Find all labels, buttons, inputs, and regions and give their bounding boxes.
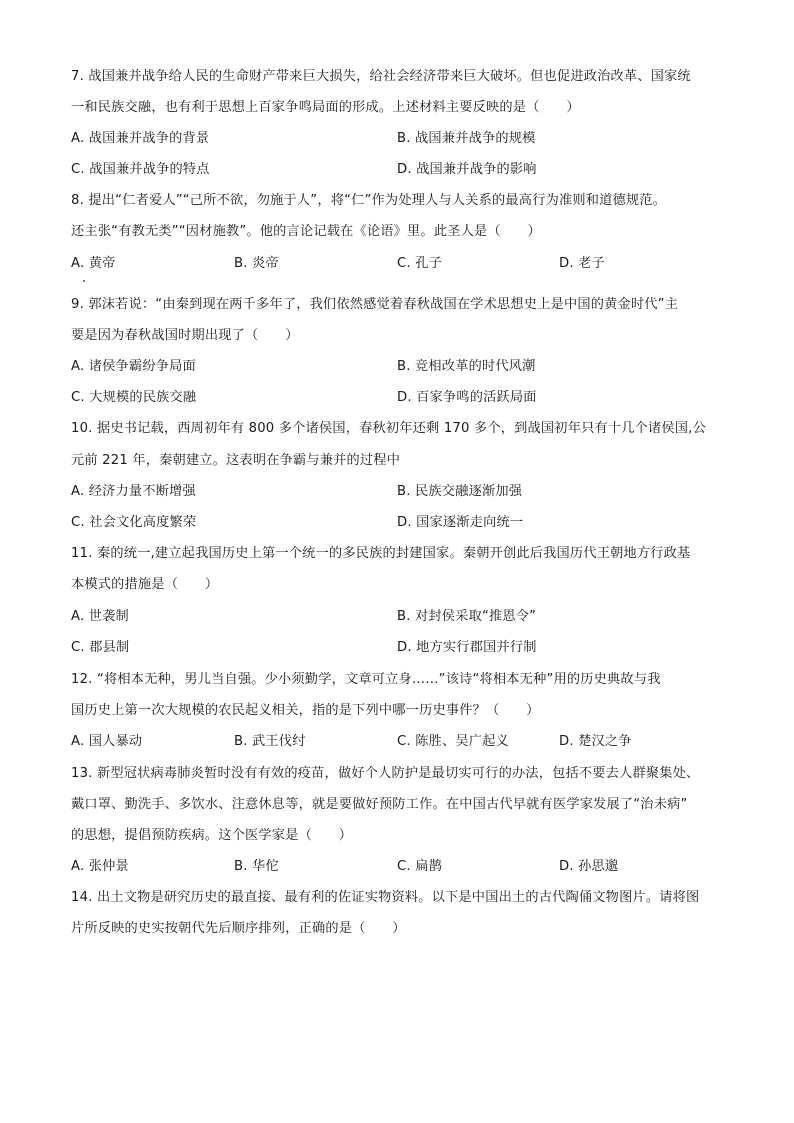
q14-stem-line-2: 片所反映的史实按朝代先后顺序排列，正确的是（ ） <box>71 921 406 936</box>
q11-stem-line-1: 11. 秦的统一,建立起我国历史上第一个统一的多民族的封建国家。秦朝开创此后我国历代王朝地方行政基 <box>71 546 691 561</box>
q12-stem-line-1: 12. “将相本无种，男儿当自强。少小须勤学，文章可立身……”该诗“将相本无种”用的历史典故与我 <box>71 672 661 687</box>
q13-stem-line-1: 13. 新型冠状病毒肺炎暂时没有有效的疫苗，做好个人防护是最切实可行的办法，包括不要去人群聚集处、 <box>71 766 700 781</box>
q11-option-d[interactable]: D. 地方实行郡国并行制 <box>397 640 537 655</box>
q9-option-b[interactable]: B. 竞相改革的时代风潮 <box>397 359 536 374</box>
q12-option-b[interactable]: B. 武王伐纣 <box>234 734 306 749</box>
q10-option-a[interactable]: A. 经济力量不断增强 <box>71 484 196 499</box>
q11-option-b[interactable]: B. 对封侯采取“推恩令” <box>397 609 537 624</box>
q10-stem-line-2: 元前 221 年，秦朝建立。这表明在争霸与兼并的过程中 <box>71 453 401 468</box>
q9-option-c[interactable]: C. 大规模的民族交融 <box>71 390 197 405</box>
q7-option-a[interactable]: A. 战国兼并战争的背景 <box>71 131 210 146</box>
q13-option-c[interactable]: C. 扁鹊 <box>397 859 442 874</box>
q10-option-b[interactable]: B. 民族交融逐渐加强 <box>397 484 523 499</box>
q7-stem-line-1: 7. 战国兼并战争给人民的生命财产带来巨大损失，给社会经济带来巨大破坏。但也促进政治改革、国家统 <box>71 69 691 84</box>
q10-stem-line-1: 10. 据史书记载，西周初年有 800 多个诸侯国，春秋初年还剩 170 多个，到战国初年只有十几个诸侯国,公 <box>71 421 706 436</box>
q8-option-d[interactable]: D. 老子 <box>559 256 605 271</box>
q13-stem-line-2: 戴口罩、勤洗手、多饮水、注意休息等，就是要做好预防工作。在中国古代早就有医学家发展了“治未病” <box>71 797 688 812</box>
q12-stem-line-2: 国历史上第一次大规模的农民起义相关，指的是下列中哪一历史事件？（ ） <box>71 703 540 718</box>
q12-option-a[interactable]: A. 国人暴动 <box>71 734 143 749</box>
q11-option-c[interactable]: C. 郡县制 <box>71 640 130 655</box>
q7-option-b[interactable]: B. 战国兼并战争的规模 <box>397 131 536 146</box>
q10-option-d[interactable]: D. 国家逐渐走向统一 <box>397 515 524 530</box>
q13-option-b[interactable]: B. 华佗 <box>234 859 279 874</box>
q7-stem-line-2: 一和民族交融，也有利于思想上百家争鸣局面的形成。上述材料主要反映的是（ ） <box>71 100 580 115</box>
q9-option-a[interactable]: A. 诸侯争霸纷争局面 <box>71 359 196 374</box>
q12-option-d[interactable]: D. 楚汉之争 <box>559 734 632 749</box>
q8-option-b[interactable]: B. 炎帝 <box>234 256 279 271</box>
q7-option-d[interactable]: D. 战国兼并战争的影响 <box>397 162 537 177</box>
q7-option-c[interactable]: C. 战国兼并战争的特点 <box>71 162 210 177</box>
q14-stem-line-1: 14. 出土文物是研究历史的最直接、最有利的佐证实物资料。以下是中国出土的古代陶俑文物图片。请将图 <box>71 890 700 905</box>
q11-stem-line-2: 本模式的措施是（ ） <box>71 577 219 592</box>
q8-stem-line-2: 还主张“有教无类”“因材施教”。他的言论记载在《论语》里。此圣人是（ ） <box>71 224 541 239</box>
q13-stem-line-3: 的思想，提倡预防疾病。这个医学家是（ ） <box>71 828 353 843</box>
q12-option-c[interactable]: C. 陈胜、吴广起义 <box>397 734 509 749</box>
q11-option-a[interactable]: A. 世袭制 <box>71 609 129 624</box>
q8-option-c[interactable]: C. 孔子 <box>397 256 442 271</box>
q9-option-d[interactable]: D. 百家争鸣的活跃局面 <box>397 390 537 405</box>
q13-option-d[interactable]: D. 孙思邈 <box>559 859 619 874</box>
q9-stem-line-1: 9. 郭沫若说：“由秦到现在两千多年了，我们依然感觉着春秋战国在学术思想史上是中国的黄金时代”主 <box>71 297 679 312</box>
q13-option-a[interactable]: A. 张仲景 <box>71 859 129 874</box>
q8-stem-line-1: 8. 提出“仁者爱人”“己所不欲，勿施于人”，将“仁”作为处理人与人关系的最高行为准则和道德规范。 <box>71 193 667 208</box>
stray-dot <box>83 280 85 282</box>
q8-option-a[interactable]: A. 黄帝 <box>71 256 116 271</box>
q9-stem-line-2: 要是因为春秋战国时期出现了（ ） <box>71 328 299 343</box>
q10-option-c[interactable]: C. 社会文化高度繁荣 <box>71 515 197 530</box>
